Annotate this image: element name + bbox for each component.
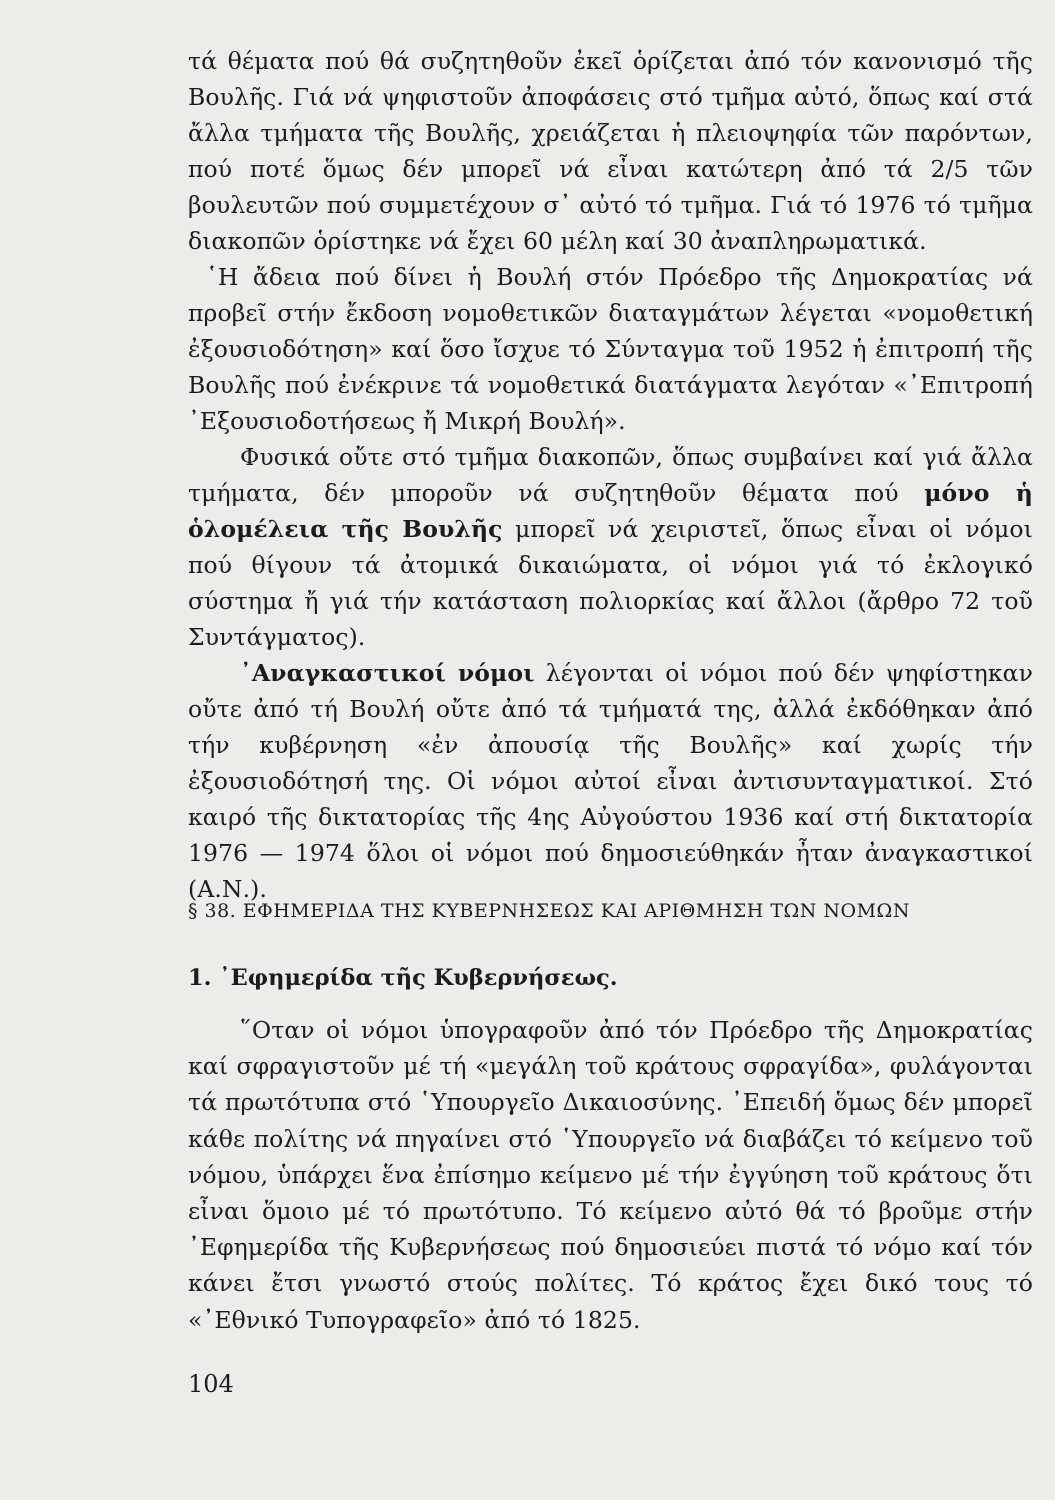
term-compulsory-laws: ᾽Αναγκαστικοί νόμοι [240, 659, 535, 687]
paragraph-plenary-part2: μπορεῖ νά χειριστεῖ, ὅπως εἶναι οἱ νόμοι πού θίγουν τά ἀτομικά δικαιώματα, οἱ νόμοι γιά τό ἐκλογικό σύστημα ἤ γιά τήν κατάσταση πολιορκίας καί ἄλλοι (ἄρθρο 72 τοῦ Συντάγματος). [188, 515, 1033, 651]
body-text-upper [188, 43, 1033, 907]
body-text-lower [188, 1012, 1033, 1338]
paragraph-legislative-authorization: ῾Η ἄδεια πού δίνει ἡ Βουλή στόν Πρόεδρο τῆς Δημοκρατίας νά προβεῖ στήν ἔκδοση νομοθετικῶν διαταγμάτων λέγεται «νομοθετική ἐξουσιοδότηση» καί ὅσο ἴσχυε τό Σύνταγμα τοῦ 1952 ἡ ἐπιτροπή τῆς Βουλῆς πού ἐνέκρινε τά νομοθετικά διατάγματα λεγόταν «᾽Επιτροπή ᾽Εξουσιοδοτήσεως ἤ Μικρή Βουλή». [188, 263, 1033, 435]
paragraph-plenary-bold: μόνο ἡ ὁλομέλεια τῆς Βουλῆς [188, 479, 1033, 543]
section-heading: § 38. ΕΦΗΜΕΡΙΔΑ ΤΗΣ ΚΥΒΕΡΝΗΣΕΩΣ ΚΑΙ ΑΡΙΘΜΗΣΗ ΤΩΝ ΝΟΜΩΝ [188, 900, 910, 922]
paragraph-plenary-part1: Φυσικά οὔτε στό τμῆμα διακοπῶν, ὅπως συμβαίνει καί γιά ἄλλα τμήματα, δέν μποροῦν νά συζητηθοῦν θέματα πού [188, 443, 1033, 507]
paragraph-plenary-matters [188, 439, 1033, 655]
sub-heading: 1. ᾽Εφημερίδα τῆς Κυβερνήσεως. [188, 965, 618, 991]
paragraph-compulsory-laws [188, 655, 1033, 907]
page-number: 104 [188, 1370, 234, 1398]
paragraph-compulsory-laws-rest: λέγονται οἱ νόμοι πού δέν ψηφίστηκαν οὔτε ἀπό τή Βουλή οὔτε ἀπό τά τμήματά της, ἀλλά ἐκδόθηκαν ἀπό τήν κυβέρνηση «ἐν ἀπουσίᾳ τῆς Βουλῆς» καί χωρίς τήν ἐξουσιοδότησή της. Οἱ νόμοι αὐτοί εἶναι ἀντισυνταγματικοί. Στό καιρό τῆς δικτατορίας τῆς 4ης Αὐγούστου 1936 καί στή δικτατορία 1976 — 1974 ὅλοι οἱ νόμοι πού δημοσιεύθηκάν ἦταν ἀναγκαστικοί (Α.Ν.). [188, 659, 1033, 903]
paragraph-government-gazette: ῞Οταν οἱ νόμοι ὑπογραφοῦν ἀπό τόν Πρόεδρο τῆς Δημοκρατίας καί σφραγιστοῦν μέ τή «μεγάλη τοῦ κράτους σφραγίδα», φυλάγονται τά πρωτότυπα στό ῾Υπουργεῖο Δικαιοσύνης. ᾽Επειδή ὅμως δέν μπορεῖ κάθε πολίτης νά πηγαίνει στό ῾Υπουργεῖο νά διαβάζει τό κείμενο τοῦ νόμου, ὑπάρχει ἕνα ἐπίσημο κείμενο μέ τήν ἐγγύηση τοῦ κράτους ὅτι εἶναι ὅμοιο μέ τό πρωτότυπο. Τό κείμενο αὐτό θά τό βροῦμε στήν ᾽Εφημερίδα τῆς Κυβερνήσεως πού δημοσιεύει πιστά τό νόμο καί τόν κάνει ἔτσι γνωστό στούς πολίτες. Τό κράτος ἔχει δικό τους τό «᾽Εθνικό Τυπογραφεῖο» ἀπό τό 1825. [188, 1016, 1033, 1334]
paragraph-continued: τά θέματα πού θά συζητηθοῦν ἐκεῖ ὁρίζεται ἀπό τόν κανονισμό τῆς Βουλῆς. Γιά νά ψηφιστοῦν ἀποφάσεις στό τμῆμα αὐτό, ὅπως καί στά ἄλλα τμήματα τῆς Βουλῆς, χρειάζεται ἡ πλειοψηφία τῶν παρόντων, πού ποτέ ὅμως δέν μπορεῖ νά εἶναι κατώτερη ἀπό τά 2/5 τῶν βουλευτῶν πού συμμετέχουν σ᾽ αὐτό τό τμῆμα. Γιά τό 1976 τό τμῆμα διακοπῶν ὁρίστηκε νά ἔχει 60 μέλη καί 30 ἀναπληρωματικά. [188, 47, 1033, 255]
